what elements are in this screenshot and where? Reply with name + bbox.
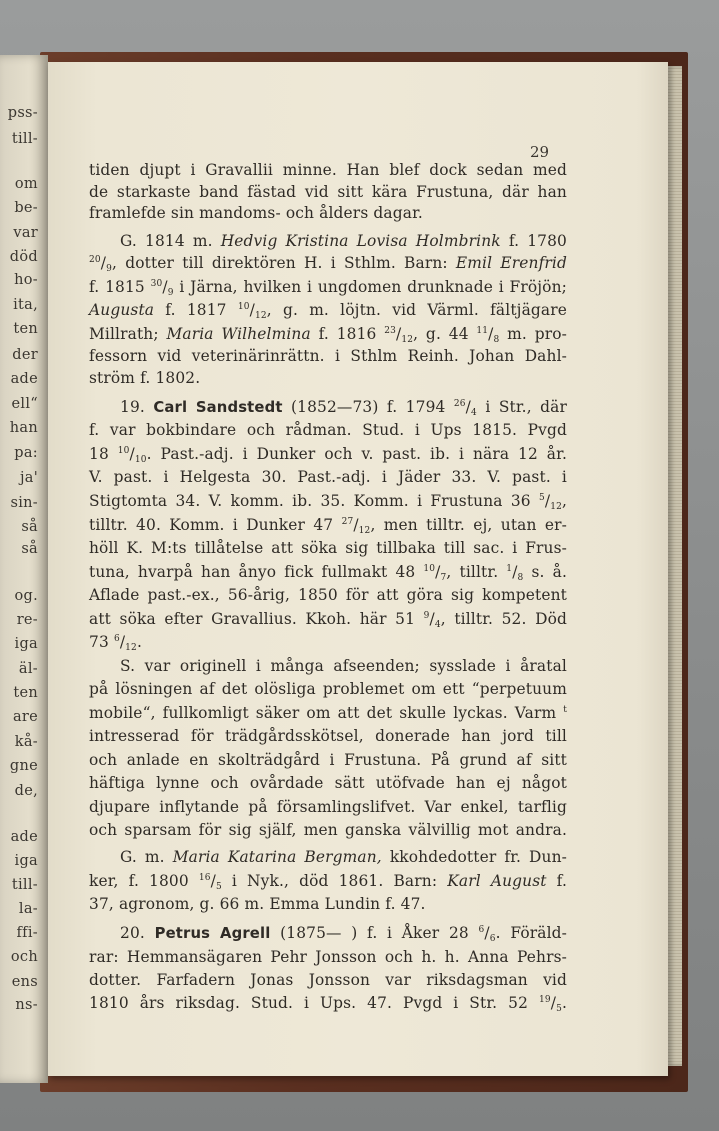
- text-line: [89, 751, 567, 769]
- left-page-fragment: ho-: [14, 272, 38, 288]
- left-page-fragment: död: [9, 249, 38, 265]
- text-run: 73: [89, 633, 114, 651]
- text-bold: Carl Sandstedt: [153, 399, 283, 416]
- text-run: kkohdedotter fr. Dun-: [381, 848, 567, 866]
- text-sup: 20: [89, 255, 101, 265]
- left-page-fragment: så: [21, 541, 38, 557]
- text-line: [89, 727, 567, 745]
- text-run: ström f. 1802.: [89, 369, 201, 387]
- text-run: och sparsam för sig själf, men ganska välvillig mot andra.: [89, 821, 567, 839]
- left-page-fragment: äl-: [18, 661, 38, 677]
- text-run: 37, agronom, g. 66 m. Emma Lundin f. 47.: [89, 895, 426, 913]
- text-line: [89, 872, 567, 890]
- text-line: [89, 994, 567, 1012]
- text-sup: 27: [341, 517, 354, 527]
- text-run: , tilltr. 52. Död: [440, 610, 567, 628]
- text-run: . Föräld-: [495, 924, 568, 942]
- text-run: , men tilltr. ej, utan er-: [370, 516, 567, 534]
- left-page-fragment: der: [12, 347, 38, 363]
- text-run: höll K. M:ts tillåtelse att söka sig tillbaka till sac. i Frus-: [89, 539, 567, 557]
- left-page-fragment: kå-: [14, 734, 38, 750]
- text-sup: 19: [538, 995, 551, 1005]
- text-line: [89, 492, 567, 510]
- text-line: [120, 924, 567, 942]
- text-run: dotter. Farfadern Jonas Jonsson var riksdagsman vid: [89, 971, 567, 989]
- text-run: på lösningen af det olösliga problemet om ett “perpetuum: [89, 680, 567, 698]
- text-sub: 7: [440, 573, 447, 583]
- text-it: Maria Katarina Bergman,: [172, 848, 382, 866]
- text-run: f. 1780: [500, 232, 567, 250]
- text-line: [89, 895, 567, 913]
- text-run: /: [119, 633, 126, 651]
- text-sup: 5: [538, 493, 545, 503]
- text-run: Aflade past.-ex., 56-årig, 1850 för att göra sig kompetent: [89, 586, 567, 604]
- text-run: /: [353, 516, 359, 534]
- text-it: Maria Wilhelmina: [166, 325, 311, 343]
- text-run: /: [210, 872, 216, 890]
- text-sub: 9: [106, 264, 112, 274]
- left-page-fragment: ns-: [15, 997, 38, 1013]
- text-run: ,: [561, 492, 567, 510]
- text-line: [120, 848, 567, 866]
- text-sup: 6: [113, 634, 120, 644]
- left-page-fragment: iga: [14, 853, 38, 869]
- text-line: [89, 948, 567, 966]
- text-sup: 11: [476, 326, 489, 336]
- text-line: [89, 468, 567, 486]
- text-run: djupare inflytande på församlingslifvet. Var enkel, tarflig: [89, 798, 567, 816]
- text-run: i Nyk., död 1861. Barn:: [221, 872, 448, 890]
- left-page-fragment: ten: [13, 685, 38, 701]
- text-line: [89, 369, 567, 387]
- left-page-fragment: ffi-: [16, 925, 38, 941]
- left-page-fragment: re-: [16, 612, 38, 628]
- text-sub: 12: [358, 526, 371, 536]
- text-line: [89, 301, 567, 319]
- text-run: tuna, hvarpå han ånyo fick fullmakt 48: [89, 563, 424, 581]
- text-sup: 16: [198, 873, 211, 883]
- text-line: [120, 657, 567, 675]
- text-sub: 8: [517, 573, 524, 583]
- left-page-fragment: ade: [10, 371, 38, 387]
- text-run: (1875— ) f. i Åker 28: [270, 924, 479, 942]
- text-run: .: [136, 633, 142, 651]
- text-run: /: [396, 325, 402, 343]
- text-run: S. var originell i många afseenden; sysslade i åratal: [120, 657, 567, 675]
- text-sup: 10: [237, 302, 250, 312]
- text-sup: 9: [423, 611, 430, 621]
- text-line: [89, 704, 567, 722]
- text-run: V. past. i Helgesta 30. Past.-adj. i Jäder 33. V. past. i: [89, 468, 567, 486]
- left-page-fragment: till-: [11, 877, 38, 893]
- text-run: , tilltr.: [446, 563, 507, 581]
- text-run: /: [488, 325, 494, 343]
- left-page-fragment: och: [10, 949, 38, 965]
- left-page-fragment: sin-: [10, 495, 38, 511]
- text-run: , g. 44: [413, 325, 477, 343]
- text-line: [89, 516, 567, 534]
- text-run: Millrath;: [89, 325, 167, 343]
- left-page-fragment: ita,: [13, 297, 38, 313]
- text-line: [89, 971, 567, 989]
- text-line: [89, 421, 567, 439]
- left-page-fragment: så: [21, 519, 38, 535]
- text-it: Hedvig Kristina Lovisa Holmbrink: [220, 232, 501, 250]
- text-run: 19.: [120, 398, 154, 416]
- text-line: [89, 325, 567, 343]
- text-sup: 1: [506, 564, 513, 574]
- text-sub: 8: [493, 335, 500, 345]
- text-line: [89, 680, 567, 698]
- text-run: s. å.: [523, 563, 567, 581]
- left-page-fragment: iga: [14, 636, 38, 652]
- text-line: [89, 563, 567, 581]
- text-line: [89, 539, 567, 557]
- text-run: /: [162, 278, 168, 296]
- text-line: [89, 445, 567, 463]
- left-page-fragment: pss-: [7, 105, 38, 121]
- text-run: f. var bokbindare och rådman. Stud. i Ups 1815. Pvgd: [89, 421, 567, 439]
- left-page-fragment: be-: [14, 200, 38, 216]
- left-page-fragment: gne: [9, 758, 38, 774]
- left-page-fragment: ja': [19, 470, 38, 486]
- text-run: , g. m. löjtn. vid Värml. fältjägare: [266, 301, 568, 319]
- text-run: fessorn vid veterinärinrättn. i Sthlm Reinh. Johan Dahl-: [89, 347, 567, 365]
- text-run: /: [484, 924, 490, 942]
- left-page-fragment: han: [9, 420, 38, 436]
- text-sup: t: [563, 705, 567, 715]
- text-line: [89, 161, 567, 179]
- text-line: [89, 278, 567, 296]
- text-it: Augusta: [89, 301, 155, 319]
- text-run: i Str., där: [476, 398, 568, 416]
- left-page-fragment: are: [12, 709, 38, 725]
- text-run: f.: [546, 872, 568, 890]
- text-line: [89, 586, 567, 604]
- text-run: ker, f. 1800: [89, 872, 199, 890]
- text-line: [89, 347, 567, 365]
- text-run: mobile“, fullkomligt säker om att det skulle lyckas. Varm: [89, 704, 564, 722]
- text-run: f. 1815: [89, 278, 151, 296]
- text-sub: 6: [489, 934, 496, 944]
- text-run: de starkaste band fästad vid sitt kära Frustuna, där han: [89, 183, 567, 201]
- text-line: [89, 183, 567, 201]
- left-page-fragment: la-: [18, 901, 38, 917]
- text-sup: 30: [150, 279, 163, 289]
- text-run: /: [435, 563, 441, 581]
- text-sup: 6: [478, 925, 485, 935]
- text-run: . Past.-adj. i Dunker och v. past. ib. i nära 12 år.: [146, 445, 567, 463]
- text-run: /: [544, 492, 551, 510]
- left-page-fragment: ens: [11, 974, 38, 990]
- left-page-fragment: ten: [13, 321, 38, 337]
- text-sub: 5: [556, 1004, 562, 1014]
- text-run: 18: [89, 445, 118, 463]
- text-line: [89, 633, 567, 651]
- text-run: 1810 års riksdag. Stud. i Ups. 47. Pvgd i Str. 52: [89, 994, 539, 1012]
- text-run: /: [129, 445, 135, 463]
- text-line: [89, 254, 567, 272]
- text-sub: 12: [550, 502, 562, 512]
- text-run: /: [465, 398, 471, 416]
- text-run: och anlade en skolträdgård i Frustuna. På grund af sitt: [89, 751, 567, 769]
- text-sup: 26: [453, 399, 466, 409]
- text-run: /: [429, 610, 435, 628]
- text-line: [120, 398, 567, 416]
- text-sup: 10: [117, 446, 130, 456]
- text-run: .: [561, 994, 567, 1012]
- text-run: rar: Hemmansägaren Pehr Jonsson och h. h. Anna Pehrs-: [89, 948, 567, 966]
- text-run: G. 1814 m.: [120, 232, 221, 250]
- text-sup: 10: [423, 564, 436, 574]
- text-line: [89, 798, 567, 816]
- text-run: G. m.: [120, 848, 173, 866]
- text-run: 20.: [120, 924, 155, 942]
- text-run: Stigtomta 34. V. komm. ib. 35. Komm. i Frustuna 36: [89, 492, 539, 510]
- page-edges: [668, 66, 682, 1066]
- text-run: intresserad för trädgårdsskötsel, donerade han jord till: [89, 727, 567, 745]
- text-run: , dotter till direktören H. i Sthlm. Barn:: [112, 254, 456, 272]
- text-run: /: [550, 994, 557, 1012]
- text-run: m. pro-: [499, 325, 568, 343]
- text-run: f. 1817: [154, 301, 238, 319]
- text-sub: 9: [167, 288, 174, 298]
- text-run: att söka efter Gravallius. Kkoh. här 51: [89, 610, 424, 628]
- left-page-fragment: og.: [14, 588, 38, 604]
- text-run: (1852—73) f. 1794: [282, 398, 454, 416]
- text-run: f. 1816: [310, 325, 385, 343]
- text-line: [89, 610, 567, 628]
- text-sub: 12: [125, 643, 137, 653]
- text-sub: 12: [401, 335, 414, 345]
- text-sub: 12: [254, 311, 267, 321]
- left-page-fragment: var: [13, 225, 38, 241]
- text-line: [120, 232, 567, 250]
- left-page-fragment: pa:: [14, 445, 38, 461]
- text-it: Karl August: [447, 872, 547, 890]
- text-sub: 10: [134, 455, 147, 465]
- text-run: tiden djupt i Gravallii minne. Han blef dock sedan med: [89, 161, 567, 179]
- text-sup: 23: [384, 326, 397, 336]
- text-line: [89, 774, 567, 792]
- text-run: /: [100, 254, 107, 272]
- text-sub: 4: [434, 620, 441, 630]
- left-page-fragment: ade: [10, 829, 38, 845]
- text-run: häftiga lynne och ovårdade sätt utöfvade han ej något: [89, 774, 567, 792]
- text-run: tilltr. 40. Komm. i Dunker 47: [89, 516, 342, 534]
- left-page-fragment: till-: [11, 131, 38, 147]
- text-run: /: [249, 301, 255, 319]
- text-run: i Järna, hvilken i ungdomen drunknade i Fröjön;: [173, 278, 567, 296]
- text-bold: Petrus Agrell: [154, 925, 271, 942]
- left-page-fragment: de,: [14, 783, 38, 799]
- text-sub: 5: [215, 882, 222, 892]
- text-run: framlefde sin mandoms- och ålders dagar.: [89, 204, 423, 222]
- text-run: /: [512, 563, 518, 581]
- text-it: Emil Erenfrid: [455, 254, 567, 272]
- text-sub: 4: [471, 408, 477, 418]
- text-line: [89, 204, 567, 222]
- left-page-fragment: ell“: [11, 396, 38, 412]
- left-page-fragment: om: [14, 176, 38, 192]
- text-line: [89, 821, 567, 839]
- page-number: 29: [530, 143, 550, 161]
- left-page: [0, 55, 48, 1083]
